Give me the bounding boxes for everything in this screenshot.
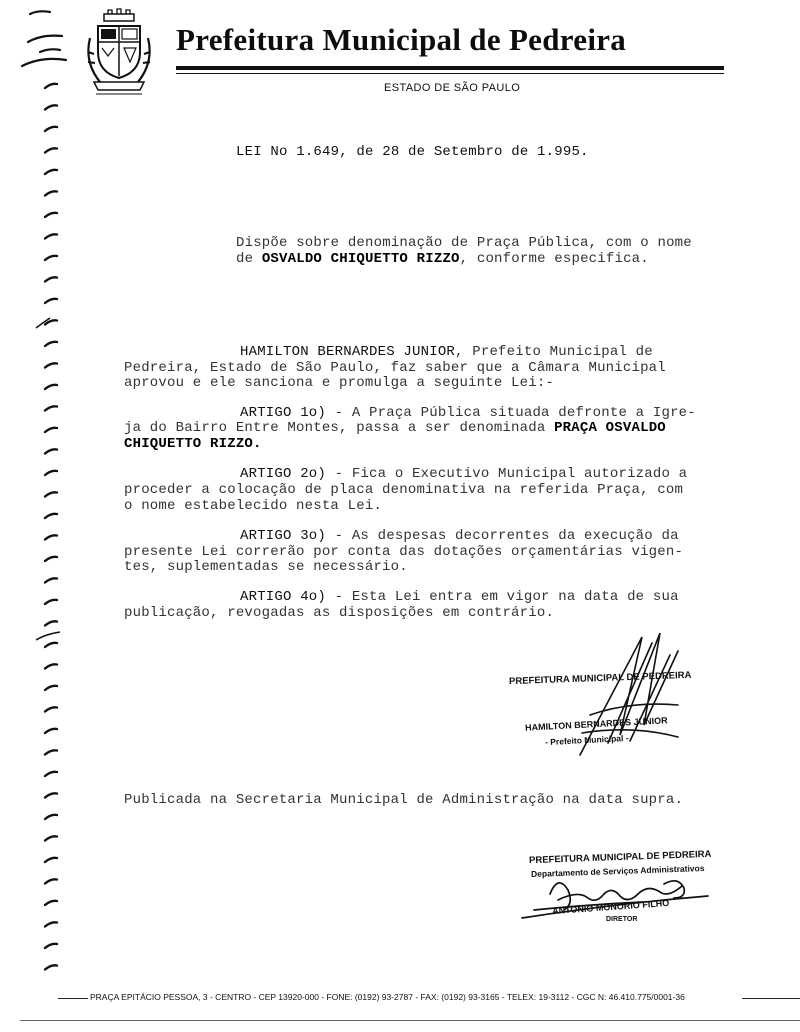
perforation-mark	[45, 406, 57, 410]
secretary-stamp-role: DIRETOR	[606, 916, 638, 923]
ementa-suffix: , conforme especifica.	[459, 251, 649, 267]
article-3-line-1	[240, 528, 679, 544]
secretary-stamp-department: Departamento de Serviços Administrativos	[530, 862, 705, 880]
perforated-margin	[0, 0, 72, 1032]
perforation-mark	[45, 944, 57, 948]
praca-name-part-2: CHIQUETTO RIZZO.	[124, 436, 262, 452]
ementa-line-1: Dispõe sobre denominação de Praça Pública, com o nome	[236, 235, 692, 251]
perforation-mark	[45, 342, 57, 346]
perforation-mark	[45, 428, 57, 432]
publication-note: Publicada na Secretaria Municipal de Administração na data supra.	[124, 792, 684, 808]
mayor-stamp-name: HAMILTON BERNARDES JUNIOR	[524, 715, 668, 733]
perforation-mark	[45, 815, 57, 819]
article-1-line-1	[240, 405, 696, 421]
perforation-mark	[45, 729, 57, 733]
perforation-mark	[45, 879, 57, 883]
letterhead-thin-rule	[176, 73, 724, 74]
preamble-line-3: aprovou e ele sanciona e promulga a seguinte Lei:-	[124, 375, 555, 391]
perforation-mark	[45, 772, 57, 776]
article-3-line-2: presente Lei correrão por conta das dotações orçamentárias vigen-	[124, 544, 684, 560]
perforation-mark	[45, 965, 57, 969]
article-4-line-2: publicação, revogadas as disposições em contrário.	[124, 605, 555, 621]
mayor-stamp-role: - Prefeito Municipal -	[544, 732, 629, 748]
article-1-text: - A Praça Pública situada defronte a Igre-	[326, 405, 696, 421]
preamble-line-1	[240, 344, 653, 360]
secretary-handwritten-signature	[514, 860, 724, 940]
perforation-mark	[45, 277, 57, 281]
perforation-mark	[45, 213, 57, 217]
letterhead-title: Prefeitura Municipal de Pedreira	[176, 22, 627, 57]
article-2-line-1	[240, 466, 687, 482]
praca-name-part-1: PRAÇA OSVALDO	[554, 420, 666, 436]
article-1-line-2-text: ja do Bairro Entre Montes, passa a ser denominada	[124, 420, 555, 436]
article-2-label: ARTIGO 2o)	[240, 466, 327, 482]
perforation-mark	[45, 922, 57, 926]
honoree-name: OSVALDO CHIQUETTO RIZZO	[261, 251, 460, 267]
article-3-line-3: tes, suplementadas se necessário.	[124, 559, 408, 575]
secretary-stamp-line-1: PREFEITURA MUNICIPAL DE PEDREIRA	[528, 848, 712, 867]
perforation-mark	[45, 105, 57, 109]
article-4-text: - Esta Lei entra em vigor na data de sua	[326, 589, 679, 605]
perforation-mark	[45, 514, 57, 518]
mayor-stamp-line-1: PREFEITURA MUNICIPAL DE PEDREIRA	[508, 669, 692, 688]
ementa-prefix: de	[236, 251, 262, 267]
pedreira-coat-of-arms-logo	[84, 8, 154, 100]
perforation-mark	[45, 385, 57, 389]
perforation-mark	[45, 858, 57, 862]
perforation-mark	[45, 643, 57, 647]
perforation-mark	[45, 707, 57, 711]
perforation-mark	[45, 234, 57, 238]
perforation-mark	[45, 901, 57, 905]
article-4-line-1	[240, 589, 679, 605]
perforation-mark	[45, 492, 57, 496]
article-3-text: - As despesas decorrentes da execução da	[326, 528, 679, 544]
perforation-mark	[45, 363, 57, 367]
perforation-mark	[45, 191, 57, 195]
perforation-mark	[45, 600, 57, 604]
letterhead-thick-rule	[176, 66, 724, 70]
perforation-mark	[45, 170, 57, 174]
perforation-mark	[45, 148, 57, 152]
perforation-mark	[45, 686, 57, 690]
mayor-name: HAMILTON BERNARDES JUNIOR	[240, 344, 456, 360]
article-1-line-3	[124, 436, 262, 452]
perforation-mark	[45, 127, 57, 131]
perforation-mark	[45, 535, 57, 539]
footer-address: PRAÇA EPITÁCIO PESSOA, 3 - CENTRO - CEP 13920-000 - FONE: (0192) 93-2787 - FAX: (0192) 93-3165 - TELEX: 19-3112 - CGC N: 46.410.775/0001-36	[90, 992, 685, 1002]
article-3-label: ARTIGO 3o)	[240, 528, 327, 544]
perforation-mark	[45, 664, 57, 668]
mayor-handwritten-signature	[560, 615, 710, 765]
perforation-mark	[45, 256, 57, 260]
perforation-mark	[45, 836, 57, 840]
perforation-mark	[45, 557, 57, 561]
perforation-mark	[45, 299, 57, 303]
article-2-line-3: o nome estabelecido nesta Lei.	[124, 498, 383, 514]
preamble-line-1-rest: , Prefeito Municipal de	[455, 344, 653, 360]
perforation-mark	[45, 578, 57, 582]
perforation-mark	[45, 449, 57, 453]
article-1-line-2	[124, 420, 666, 436]
ementa-line-2	[236, 251, 649, 267]
perforation-mark	[45, 471, 57, 475]
perforation-mark	[45, 750, 57, 754]
footer-rule-right	[742, 998, 800, 999]
page-bottom-rule	[20, 1020, 800, 1021]
letterhead-state: ESTADO DE SÃO PAULO	[384, 82, 521, 94]
article-4-label: ARTIGO 4o)	[240, 589, 327, 605]
preamble-line-2: Pedreira, Estado de São Paulo, faz saber que a Câmara Municipal	[124, 360, 666, 376]
perforation-mark	[45, 84, 57, 88]
footer-rule-left	[58, 998, 88, 999]
perforation-mark	[45, 793, 57, 797]
article-2-text: - Fica o Executivo Municipal autorizado a	[326, 466, 688, 482]
secretary-stamp-name: ANTONIO MONORIO FILHO	[551, 897, 670, 917]
perforation-mark	[45, 621, 57, 625]
article-1-label: ARTIGO 1o)	[240, 405, 327, 421]
law-heading: LEI No 1.649, de 28 de Setembro de 1.995.	[236, 144, 589, 160]
article-2-line-2: proceder a colocação de placa denominativa na referida Praça, com	[124, 482, 684, 498]
